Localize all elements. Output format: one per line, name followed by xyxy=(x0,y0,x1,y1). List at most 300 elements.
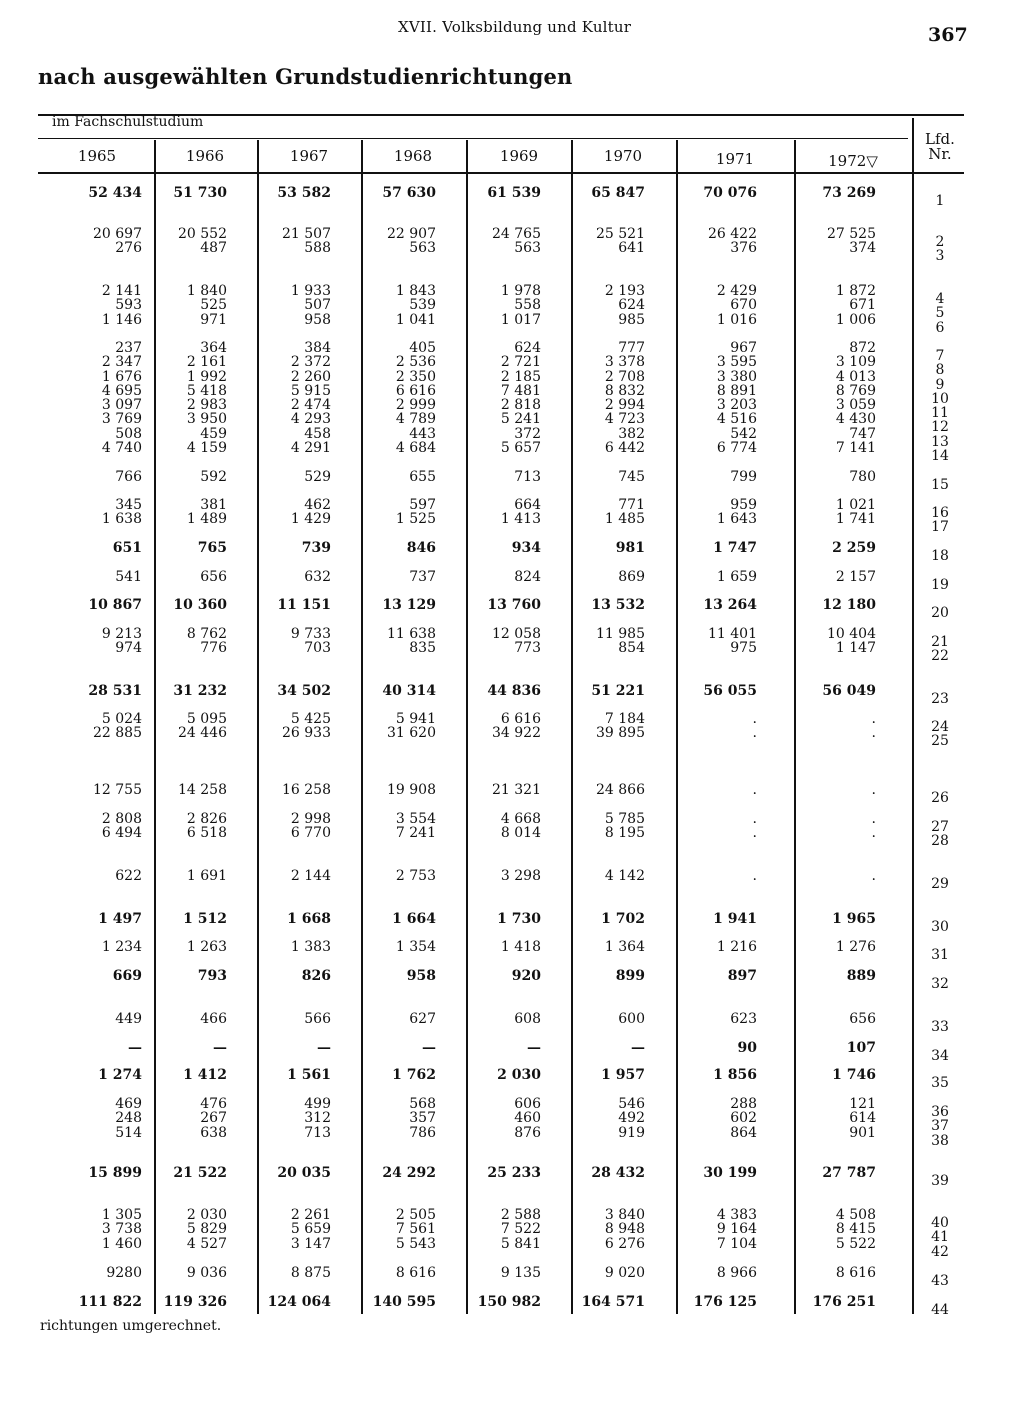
row-number: 26 xyxy=(931,790,949,806)
table-cell: 26 422 xyxy=(708,226,757,242)
table-cell: 566 xyxy=(304,1011,331,1027)
cell-group xyxy=(553,969,645,983)
table-cell: 4 508 xyxy=(835,1207,876,1223)
cell-group xyxy=(553,341,645,455)
table-cell: 4 013 xyxy=(835,368,876,385)
cell-group xyxy=(135,1166,227,1180)
table-cell: 563 xyxy=(514,240,541,257)
table-cell: 1 274 xyxy=(98,1067,142,1083)
row-number: 5 xyxy=(935,305,945,322)
table-cell: 460 xyxy=(514,1110,541,1127)
table-cell: . xyxy=(871,725,876,742)
table-cell: 7 241 xyxy=(395,825,436,842)
table-cell: 40 314 xyxy=(382,683,436,699)
table-cell: 15 899 xyxy=(88,1165,142,1181)
cell-group xyxy=(784,783,876,797)
table-cell: 2 030 xyxy=(497,1067,541,1083)
table-cell: 597 xyxy=(409,497,436,513)
table-cell: 3 840 xyxy=(604,1207,645,1223)
row-number: 1 xyxy=(935,193,945,209)
row-number-group xyxy=(912,478,968,492)
row-number: 39 xyxy=(931,1173,949,1189)
cell-group xyxy=(449,1266,541,1280)
header-rule-lower xyxy=(38,172,964,174)
table-cell: 793 xyxy=(197,968,227,984)
table-cell: 934 xyxy=(511,540,541,556)
table-cell: 11 985 xyxy=(596,626,645,642)
table-cell: 65 847 xyxy=(591,185,645,201)
table-cell: 2 030 xyxy=(186,1207,227,1223)
table-cell: 4 430 xyxy=(835,411,876,428)
cell-group xyxy=(135,712,227,741)
table-cell: 8 832 xyxy=(604,382,645,399)
row-number: 20 xyxy=(931,605,949,621)
row-number: 38 xyxy=(931,1132,949,1149)
cell-group xyxy=(239,498,331,527)
row-number: 28 xyxy=(931,833,949,850)
cell-group xyxy=(784,470,876,484)
row-number: 4 xyxy=(935,291,945,307)
cell-group xyxy=(239,541,331,555)
table-cell: 4 516 xyxy=(716,411,757,428)
table-cell: 846 xyxy=(406,540,436,556)
table-cell: 622 xyxy=(115,868,142,884)
cell-group xyxy=(553,1166,645,1180)
table-cell: 1 525 xyxy=(395,511,436,528)
table-cell: 11 151 xyxy=(277,597,331,613)
table-cell: 70 076 xyxy=(703,185,757,201)
table-cell: . xyxy=(871,782,876,798)
year-header-1972: 1972▽ xyxy=(828,152,878,170)
table-cell: 1 978 xyxy=(500,283,541,299)
lfd-header-line1: Lfd. xyxy=(925,130,955,148)
lfd-header-line2: Nr. xyxy=(928,145,952,163)
table-cell: 1 418 xyxy=(500,939,541,955)
table-cell: 8 966 xyxy=(716,1265,757,1281)
cell-group xyxy=(135,284,227,327)
table-cell: 985 xyxy=(618,311,645,328)
page-title: nach ausgewählten Grundstudienrichtungen xyxy=(38,64,573,89)
cell-group xyxy=(784,598,876,612)
cell-group xyxy=(135,1012,227,1026)
row-number: 35 xyxy=(931,1075,949,1091)
cell-group xyxy=(553,284,645,327)
table-cell: 27 787 xyxy=(822,1165,876,1181)
row-number: 24 xyxy=(931,719,949,735)
row-number: 8 xyxy=(935,362,945,379)
row-number: 33 xyxy=(931,1019,949,1035)
table-cell: 624 xyxy=(514,340,541,356)
table-cell: 671 xyxy=(849,297,876,314)
row-number: 7 xyxy=(935,348,945,364)
table-cell: 771 xyxy=(618,497,645,513)
cell-group xyxy=(50,570,142,584)
table-cell: 1 354 xyxy=(395,939,436,955)
table-cell: 24 292 xyxy=(382,1165,436,1181)
table-cell: 119 326 xyxy=(163,1294,227,1310)
table-cell: 967 xyxy=(730,340,757,356)
table-cell: 5 095 xyxy=(186,711,227,727)
cell-group xyxy=(449,570,541,584)
table-cell: 541 xyxy=(115,569,142,585)
cell-group xyxy=(553,1068,645,1082)
table-cell: 2 144 xyxy=(290,868,331,884)
cell-group xyxy=(784,186,876,200)
cell-group xyxy=(665,341,757,455)
table-cell: 5 522 xyxy=(835,1235,876,1252)
cell-group xyxy=(135,598,227,612)
cell-group xyxy=(449,186,541,200)
cell-group xyxy=(665,541,757,555)
table-cell: 3 298 xyxy=(500,868,541,884)
cell-group xyxy=(135,869,227,883)
cell-group xyxy=(135,470,227,484)
cell-group xyxy=(665,1208,757,1251)
cell-group xyxy=(665,498,757,527)
table-cell: 641 xyxy=(618,240,645,257)
table-cell: 53 582 xyxy=(277,185,331,201)
table-cell: 3 380 xyxy=(716,368,757,385)
table-cell: 2 708 xyxy=(604,368,645,385)
table-cell: 4 142 xyxy=(604,868,645,884)
table-cell: 897 xyxy=(727,968,757,984)
cell-group xyxy=(784,1041,876,1055)
cell-group xyxy=(135,783,227,797)
table-cell: 124 064 xyxy=(267,1294,331,1310)
table-cell: 745 xyxy=(618,469,645,485)
table-cell: 345 xyxy=(115,497,142,513)
cell-group xyxy=(50,912,142,926)
table-cell: 3 769 xyxy=(101,411,142,428)
table-cell: 539 xyxy=(409,297,436,314)
table-cell: 869 xyxy=(618,569,645,585)
table-cell: 21 507 xyxy=(282,226,331,242)
cell-group xyxy=(50,1068,142,1082)
table-cell: 2 260 xyxy=(290,368,331,385)
table-cell: 9 733 xyxy=(290,626,331,642)
table-cell: 3 147 xyxy=(290,1235,331,1252)
table-cell: 443 xyxy=(409,425,436,442)
row-number: 18 xyxy=(931,548,949,564)
cell-group xyxy=(344,284,436,327)
row-number-group xyxy=(912,920,968,934)
table-cell: 655 xyxy=(409,469,436,485)
table-cell: 780 xyxy=(849,469,876,485)
cell-group xyxy=(665,284,757,327)
cell-group xyxy=(135,627,227,656)
cell-group xyxy=(784,1068,876,1082)
cell-group xyxy=(665,869,757,883)
cell-group xyxy=(344,541,436,555)
table-cell: 1 497 xyxy=(98,911,142,927)
table-cell: 542 xyxy=(730,425,757,442)
table-cell: 6 494 xyxy=(101,825,142,842)
table-cell: 13 532 xyxy=(591,597,645,613)
cell-group xyxy=(50,284,142,327)
table-cell: 5 659 xyxy=(290,1221,331,1238)
cell-group xyxy=(449,783,541,797)
table-cell: 747 xyxy=(849,425,876,442)
table-cell: 773 xyxy=(514,640,541,657)
table-cell: 669 xyxy=(112,968,142,984)
table-cell: 1 413 xyxy=(500,511,541,528)
cell-group xyxy=(449,541,541,555)
table-cell: 3 109 xyxy=(835,354,876,371)
table-cell: . xyxy=(752,782,757,798)
cell-group xyxy=(553,1012,645,1026)
table-cell: 52 434 xyxy=(88,185,142,201)
cell-group xyxy=(449,1166,541,1180)
table-cell: 2 999 xyxy=(395,397,436,414)
cell-group xyxy=(449,1208,541,1251)
row-number: 34 xyxy=(931,1048,949,1064)
row-number: 15 xyxy=(931,477,949,493)
table-cell: 568 xyxy=(409,1096,436,1112)
row-number: 37 xyxy=(931,1118,949,1135)
cell-group xyxy=(239,1208,331,1251)
table-cell: 27 525 xyxy=(827,226,876,242)
table-cell: 864 xyxy=(730,1124,757,1141)
year-header-1970: 1970 xyxy=(603,147,643,165)
table-cell: — xyxy=(527,1040,541,1056)
cell-group xyxy=(449,684,541,698)
table-cell: 835 xyxy=(409,640,436,657)
table-cell: 920 xyxy=(511,968,541,984)
table-cell: 1 638 xyxy=(101,511,142,528)
cell-group xyxy=(449,712,541,741)
cell-group xyxy=(50,470,142,484)
cell-group xyxy=(784,341,876,455)
cell-group xyxy=(784,912,876,926)
cell-group xyxy=(553,1041,645,1055)
cell-group xyxy=(344,684,436,698)
cell-group xyxy=(784,940,876,954)
row-number-group xyxy=(912,1303,968,1317)
table-cell: 5 785 xyxy=(604,811,645,827)
cell-group xyxy=(50,627,142,656)
cell-group xyxy=(239,598,331,612)
table-cell: 5 657 xyxy=(500,440,541,457)
table-cell: 9 135 xyxy=(500,1265,541,1281)
cell-group xyxy=(50,498,142,527)
table-cell: 90 xyxy=(737,1040,757,1056)
table-cell: 6 616 xyxy=(500,711,541,727)
table-cell: 4 684 xyxy=(395,440,436,457)
table-cell: 12 180 xyxy=(822,597,876,613)
table-cell: 374 xyxy=(849,240,876,257)
table-cell: . xyxy=(871,811,876,827)
table-cell: 1 429 xyxy=(290,511,331,528)
table-cell: 492 xyxy=(618,1110,645,1127)
cell-group xyxy=(239,812,331,841)
table-cell: 2 193 xyxy=(604,283,645,299)
table-cell: 9 164 xyxy=(716,1221,757,1238)
table-cell: 1 746 xyxy=(832,1067,876,1083)
section-label: im Fachschulstudium xyxy=(52,114,204,130)
table-cell: 476 xyxy=(200,1096,227,1112)
table-cell: 3 554 xyxy=(395,811,436,827)
table-cell: 2 536 xyxy=(395,354,436,371)
cell-group xyxy=(665,470,757,484)
cell-group xyxy=(344,227,436,256)
table-cell: 3 950 xyxy=(186,411,227,428)
cell-group xyxy=(665,1097,757,1140)
table-cell: 8 616 xyxy=(395,1265,436,1281)
table-cell: 2 157 xyxy=(835,569,876,585)
table-cell: 703 xyxy=(304,640,331,657)
table-cell: 11 638 xyxy=(387,626,436,642)
cell-group xyxy=(553,1295,645,1309)
cell-group xyxy=(784,684,876,698)
cell-group xyxy=(50,186,142,200)
table-cell: 12 058 xyxy=(492,626,541,642)
cell-group xyxy=(344,1266,436,1280)
table-cell: 4 291 xyxy=(290,440,331,457)
table-cell: 1 840 xyxy=(186,283,227,299)
table-cell: 462 xyxy=(304,497,331,513)
table-cell: 8 769 xyxy=(835,382,876,399)
cell-group xyxy=(553,812,645,841)
table-cell: 3 738 xyxy=(101,1221,142,1238)
table-cell: 312 xyxy=(304,1110,331,1127)
table-cell: 1 561 xyxy=(287,1067,331,1083)
table-cell: 624 xyxy=(618,297,645,314)
table-cell: 6 518 xyxy=(186,825,227,842)
table-cell: 3 097 xyxy=(101,397,142,414)
cell-group xyxy=(665,940,757,954)
row-number-group xyxy=(912,1174,968,1188)
cell-group xyxy=(50,684,142,698)
table-cell: 7 481 xyxy=(500,382,541,399)
cell-group xyxy=(239,783,331,797)
table-cell: 3 595 xyxy=(716,354,757,371)
cell-group xyxy=(239,912,331,926)
table-cell: 13 129 xyxy=(382,597,436,613)
table-cell: 958 xyxy=(406,968,436,984)
table-cell: 507 xyxy=(304,297,331,314)
table-cell: 4 668 xyxy=(500,811,541,827)
table-cell: 1 741 xyxy=(835,511,876,528)
table-cell: — xyxy=(631,1040,645,1056)
cell-group xyxy=(50,1041,142,1055)
table-cell: 487 xyxy=(200,240,227,257)
cell-group xyxy=(449,912,541,926)
table-cell: 1 691 xyxy=(186,868,227,884)
row-number: 14 xyxy=(931,448,949,465)
cell-group xyxy=(449,940,541,954)
row-number-group xyxy=(912,1020,968,1034)
table-cell: 107 xyxy=(846,1040,876,1056)
cell-group xyxy=(553,712,645,741)
table-cell: 3 378 xyxy=(604,354,645,371)
cell-group xyxy=(239,1295,331,1309)
table-cell: 592 xyxy=(200,469,227,485)
table-cell: 26 933 xyxy=(282,725,331,742)
row-number-group xyxy=(912,1216,968,1259)
table-cell: 4 293 xyxy=(290,411,331,428)
table-cell: 1 489 xyxy=(186,511,227,528)
table-cell: 20 035 xyxy=(277,1165,331,1181)
cell-group xyxy=(239,186,331,200)
cell-group xyxy=(50,812,142,841)
table-cell: 1 146 xyxy=(101,311,142,328)
cell-group xyxy=(665,783,757,797)
cell-group xyxy=(553,940,645,954)
table-cell: 39 895 xyxy=(596,725,645,742)
table-cell: 7 522 xyxy=(500,1221,541,1238)
cell-group xyxy=(344,186,436,200)
cell-group xyxy=(784,498,876,527)
table-cell: 600 xyxy=(618,1011,645,1027)
table-cell: 5 941 xyxy=(395,711,436,727)
table-cell: 2 474 xyxy=(290,397,331,414)
table-cell: 1 383 xyxy=(290,939,331,955)
cell-group xyxy=(50,541,142,555)
table-cell: 5 841 xyxy=(500,1235,541,1252)
cell-group xyxy=(449,227,541,256)
row-number: 27 xyxy=(931,819,949,835)
row-number: 29 xyxy=(931,876,949,892)
table-cell: 31 620 xyxy=(387,725,436,742)
row-number-group xyxy=(912,820,968,849)
table-cell: 11 401 xyxy=(708,626,757,642)
table-cell: 4 695 xyxy=(101,382,142,399)
table-cell: 2 259 xyxy=(832,540,876,556)
cell-group xyxy=(239,470,331,484)
row-number-group xyxy=(912,720,968,749)
cell-group xyxy=(135,812,227,841)
table-cell: 6 442 xyxy=(604,440,645,457)
table-cell: 458 xyxy=(304,425,331,442)
row-number-group xyxy=(912,1049,968,1063)
row-number-group xyxy=(912,977,968,991)
table-cell: 2 347 xyxy=(101,354,142,371)
table-cell: 10 867 xyxy=(88,597,142,613)
table-cell: 5 241 xyxy=(500,411,541,428)
table-cell: 1 041 xyxy=(395,311,436,328)
table-cell: 381 xyxy=(200,497,227,513)
table-cell: 1 216 xyxy=(716,939,757,955)
cell-group xyxy=(449,1041,541,1055)
row-number-group xyxy=(912,791,968,805)
table-cell: 1 747 xyxy=(713,540,757,556)
table-cell: 713 xyxy=(514,469,541,485)
table-cell: 267 xyxy=(200,1110,227,1127)
cell-group xyxy=(553,541,645,555)
table-cell: 2 588 xyxy=(500,1207,541,1223)
table-cell: 776 xyxy=(200,640,227,657)
table-cell: 529 xyxy=(304,469,331,485)
table-cell: 22 907 xyxy=(387,226,436,242)
cell-group xyxy=(239,1266,331,1280)
table-cell: 22 885 xyxy=(93,725,142,742)
cell-group xyxy=(50,1097,142,1140)
table-cell: 2 185 xyxy=(500,368,541,385)
row-number: 10 xyxy=(931,390,949,407)
cell-group xyxy=(50,783,142,797)
row-number-group xyxy=(912,948,968,962)
table-cell: . xyxy=(752,711,757,727)
cell-group xyxy=(135,227,227,256)
table-cell: 372 xyxy=(514,425,541,442)
year-header-1967: 1967 xyxy=(289,147,329,165)
row-number: 40 xyxy=(931,1215,949,1231)
row-number: 32 xyxy=(931,976,949,992)
cell-group xyxy=(239,1166,331,1180)
footnote: richtungen umgerechnet. xyxy=(40,1318,222,1334)
cell-group xyxy=(784,712,876,741)
cell-group xyxy=(784,570,876,584)
